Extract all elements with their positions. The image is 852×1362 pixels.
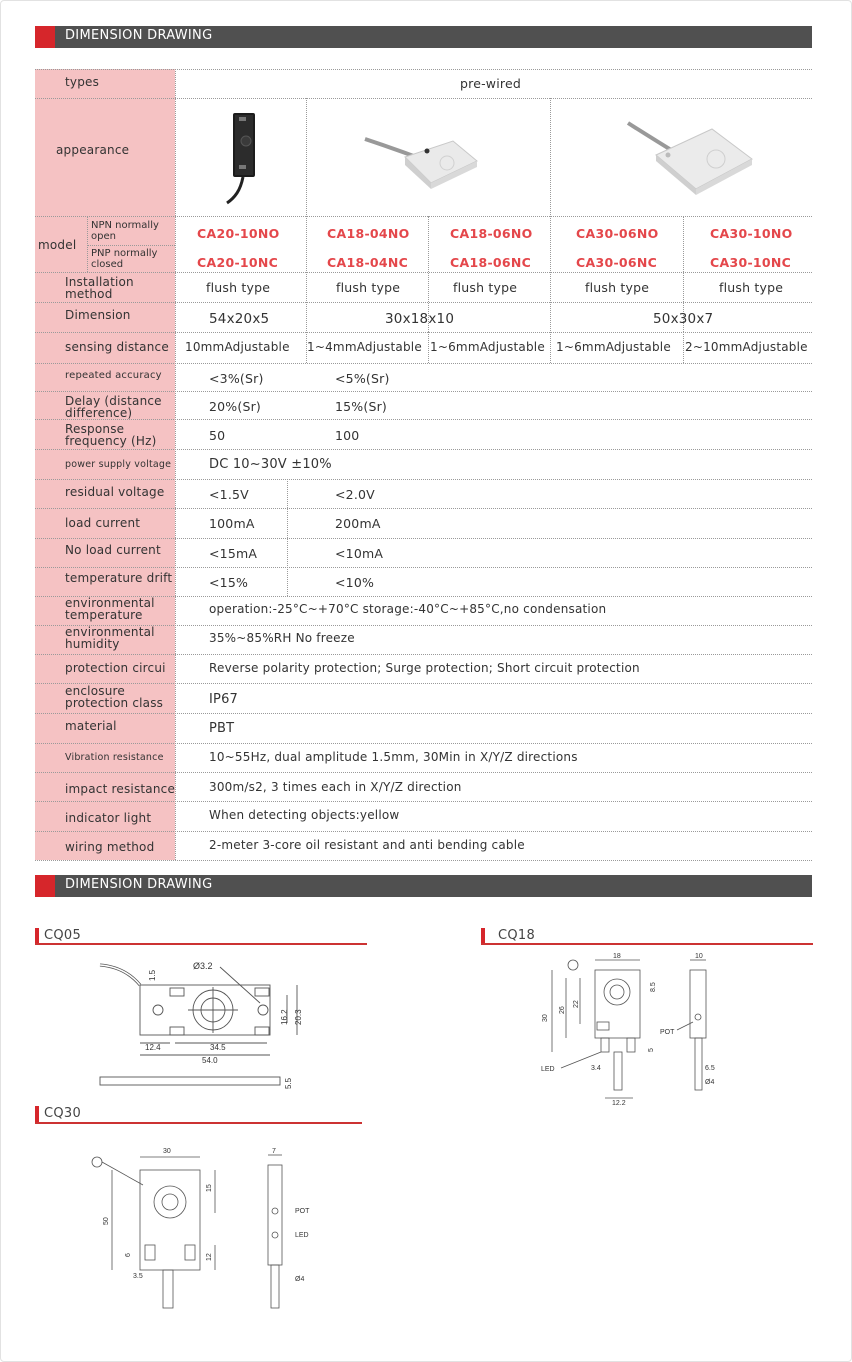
- section-title: DIMENSION DRAWING: [65, 877, 213, 892]
- section-header-top: [35, 26, 812, 48]
- dim-label: 6.5: [705, 1065, 715, 1072]
- leader-pot: [677, 1022, 693, 1030]
- model-npn-2: CA18-04NO: [327, 226, 410, 241]
- cable-inner: [100, 965, 140, 985]
- load-value-2: 200mA: [335, 516, 381, 531]
- model-npn-5: CA30-10NO: [710, 226, 793, 241]
- dim-label: 15: [206, 1184, 213, 1192]
- drawing-rule: [35, 943, 367, 945]
- sensor-face-inner: [610, 985, 624, 999]
- dim-label: 5: [648, 1048, 655, 1052]
- row-divider: [35, 216, 812, 217]
- mount-hole-top: [239, 117, 246, 121]
- drawing-title-cq05: CQ05: [44, 928, 82, 943]
- load-label: load current: [65, 516, 141, 530]
- model-label: model: [38, 238, 77, 252]
- model-npn-3: CA18-06NO: [450, 226, 533, 241]
- model-npn-4: CA30-06NO: [576, 226, 659, 241]
- sensing-value-2: 1~4mmAdjustable: [307, 340, 422, 354]
- section-marker: [35, 875, 55, 897]
- led-window: [597, 1022, 609, 1030]
- noload-value-1: <15mA: [209, 546, 258, 561]
- dim-label: 20.3: [294, 1009, 303, 1025]
- vibration-label: Vibration resistance: [65, 752, 164, 763]
- response-value-2: 100: [335, 428, 360, 443]
- indicator-label: indicator light: [65, 811, 152, 825]
- dimension-value-2: 30x18x10: [385, 311, 455, 327]
- protection-label: protection circui: [65, 661, 166, 675]
- dim-label: 22: [573, 1000, 580, 1008]
- row-divider: [35, 743, 812, 744]
- drawing-rule: [35, 1122, 362, 1124]
- row-divider: [35, 683, 812, 684]
- dim-label: 7: [272, 1148, 276, 1155]
- drawing-rule: [481, 943, 813, 945]
- pot-label: POT: [660, 1029, 675, 1036]
- col-divider: [550, 98, 551, 363]
- sensing-value-5: 2~10mmAdjustable: [685, 340, 808, 354]
- row-divider: [35, 538, 812, 539]
- col-divider: [87, 216, 88, 272]
- model-pnp-2: CA18-04NC: [327, 255, 409, 270]
- dim-label: 3.4: [591, 1065, 601, 1072]
- residual-label: residual voltage: [65, 485, 165, 499]
- dim-label: 12.2: [612, 1100, 626, 1107]
- dim-label: 30: [163, 1148, 171, 1155]
- section-title: DIMENSION DRAWING: [65, 28, 213, 43]
- pot-label: POT: [295, 1208, 310, 1215]
- response-label: Response frequency (Hz): [65, 422, 157, 448]
- row-divider: [87, 245, 175, 246]
- sensor-face-outer: [604, 979, 630, 1005]
- noload-value-2: <10mA: [335, 546, 384, 561]
- material-label: material: [65, 719, 117, 733]
- dim-label: Ø4: [705, 1079, 715, 1086]
- power-label: power supply voltage: [65, 459, 172, 470]
- led-label: LED: [541, 1066, 555, 1073]
- dim-label: 12: [206, 1253, 213, 1261]
- model-npn-1: CA20-10NO: [197, 226, 280, 241]
- install-value-3: flush type: [453, 280, 518, 295]
- wiring-label: wiring method: [65, 840, 155, 854]
- spec-table: [35, 69, 812, 860]
- sensor-body: [405, 141, 477, 183]
- dim-label: 1.5: [148, 969, 157, 981]
- cable: [227, 177, 243, 203]
- appearance-label: appearance: [56, 143, 130, 157]
- row-divider: [35, 831, 812, 832]
- drift-value-1: <15%: [209, 575, 249, 590]
- types-label: types: [65, 75, 100, 89]
- install-label: Installation method: [65, 275, 134, 301]
- cable-exit: [614, 1052, 622, 1090]
- mount-hole: [666, 153, 671, 158]
- row-divider: [35, 479, 812, 480]
- sensor-body: [140, 1170, 200, 1270]
- cable: [628, 123, 676, 153]
- sensing-label: sensing distance: [65, 340, 169, 354]
- delay-label: Delay (distance difference): [65, 394, 162, 420]
- impact-label: impact resistance: [65, 782, 176, 796]
- side-view: [100, 1077, 280, 1085]
- envtemp-value: operation:-25°C~+70°C storage:-40°C~+85°C,no condensation: [209, 602, 607, 616]
- drift-value-2: <10%: [335, 575, 375, 590]
- model-pnp-5: CA30-10NC: [710, 255, 792, 270]
- mount-slot-left: [601, 1038, 609, 1052]
- drawing-marker: [481, 928, 485, 944]
- mount-tab-bl: [170, 1027, 184, 1035]
- row-divider: [35, 391, 812, 392]
- dim-label: 12.4: [145, 1043, 161, 1052]
- indicator: [425, 149, 430, 154]
- dim-label: 30: [542, 1014, 549, 1022]
- hole-right: [258, 1005, 268, 1015]
- dim-label: Ø4: [295, 1276, 305, 1283]
- product-image-ca20: [195, 107, 295, 207]
- sensor-face-outer: [154, 1186, 186, 1218]
- row-divider: [35, 302, 812, 303]
- enclosure-label: enclosure protection class: [65, 684, 164, 710]
- mount-slot-right: [627, 1038, 635, 1052]
- row-divider: [35, 713, 812, 714]
- dimension-value-1: 54x20x5: [209, 311, 270, 327]
- dim-label: 54.0: [202, 1056, 218, 1065]
- row-divider: [35, 654, 812, 655]
- cable-exit: [163, 1270, 173, 1308]
- dimension-value-3: 50x30x7: [653, 311, 714, 327]
- side-cable: [695, 1038, 702, 1090]
- residual-value-1: <1.5V: [209, 487, 249, 502]
- col-divider: [306, 98, 307, 363]
- sensing-value-4: 1~6mmAdjustable: [556, 340, 671, 354]
- model-pnp-3: CA18-06NC: [450, 255, 532, 270]
- side-view-body: [690, 970, 706, 1038]
- install-value-5: flush type: [719, 280, 784, 295]
- drawing-cq18: [535, 950, 735, 1110]
- enclosure-value: IP67: [209, 692, 239, 707]
- drawing-marker: [35, 1106, 39, 1122]
- row-divider: [35, 449, 812, 450]
- install-value-1: flush type: [206, 280, 271, 295]
- row-divider: [35, 801, 812, 802]
- row-divider: [35, 419, 812, 420]
- protection-value: Reverse polarity protection; Surge protection; Short circuit protection: [209, 661, 640, 675]
- dim-label: 50: [103, 1217, 110, 1225]
- mount-tab-br: [255, 1027, 269, 1035]
- row-divider: [35, 567, 812, 568]
- dim-label: Ø3.2: [193, 961, 213, 971]
- install-value-2: flush type: [336, 280, 401, 295]
- col-divider: [287, 479, 288, 596]
- repeat-label: repeated accuracy: [65, 370, 162, 381]
- mount-tab-tr: [255, 988, 269, 996]
- side-pot: [695, 1014, 701, 1020]
- row-divider: [35, 772, 812, 773]
- sensing-value-1: 10mmAdjustable: [185, 340, 290, 354]
- product-image-ca18: [335, 119, 495, 199]
- wiring-value: 2-meter 3-core oil resistant and anti bending cable: [209, 838, 525, 852]
- col-divider: [175, 69, 176, 860]
- section-header-bottom: [35, 875, 812, 897]
- mount-hole-bottom: [239, 165, 246, 169]
- envtemp-label: environmental temperature: [65, 596, 155, 622]
- noload-label: No load current: [65, 543, 161, 557]
- vibration-value: 10~55Hz, dual amplitude 1.5mm, 30Min in X/Y/Z directions: [209, 750, 578, 764]
- dim-label: 6: [125, 1253, 132, 1257]
- col-divider: [428, 332, 429, 363]
- dim-label: 16.2: [280, 1009, 289, 1025]
- repeat-value-2: <5%(Sr): [335, 371, 390, 386]
- row-divider: [35, 508, 812, 509]
- material-value: PBT: [209, 721, 235, 736]
- pot-icon: [92, 1157, 102, 1167]
- dim-label: 10: [695, 953, 703, 960]
- sensor-body: [595, 970, 640, 1038]
- indicator-value: When detecting objects:yellow: [209, 808, 400, 822]
- mount-slot-left: [145, 1245, 155, 1260]
- led-label: LED: [295, 1232, 309, 1239]
- model-pnp-1: CA20-10NC: [197, 255, 279, 270]
- drawing-title-cq30: CQ30: [44, 1106, 82, 1121]
- model-pnp-4: CA30-06NC: [576, 255, 658, 270]
- dim-label: 5.5: [284, 1077, 293, 1089]
- leader: [102, 1162, 143, 1185]
- dim-label: 18: [613, 953, 621, 960]
- row-divider: [35, 363, 812, 364]
- dim-label: 26: [559, 1006, 566, 1014]
- repeat-value-1: <3%(Sr): [209, 371, 264, 386]
- sensor-face-inner: [162, 1194, 178, 1210]
- side-pot: [272, 1208, 278, 1214]
- install-value-4: flush type: [585, 280, 650, 295]
- pnp-label: PNP normally closed: [91, 248, 158, 270]
- types-value: pre-wired: [460, 76, 521, 91]
- npn-label: NPN normally open: [91, 220, 159, 242]
- sensor-face: [241, 136, 251, 146]
- dim-label: 3.5: [133, 1273, 143, 1280]
- mount-tab-tl: [170, 988, 184, 996]
- dimension-label: Dimension: [65, 308, 131, 322]
- dim-label: 34.5: [210, 1043, 226, 1052]
- row-divider: [35, 860, 812, 861]
- impact-value: 300m/s2, 3 times each in X/Y/Z direction: [209, 780, 462, 794]
- sensor-body: [656, 129, 752, 189]
- response-value-1: 50: [209, 428, 226, 443]
- side-cable: [271, 1265, 279, 1308]
- row-divider: [35, 69, 812, 70]
- drawing-cq05: [95, 955, 305, 1095]
- row-divider: [35, 332, 812, 333]
- pot-icon: [568, 960, 578, 970]
- mount-slot-right: [185, 1245, 195, 1260]
- drift-label: temperature drift: [65, 571, 173, 585]
- hole-left: [153, 1005, 163, 1015]
- col-divider: [683, 332, 684, 363]
- power-value: DC 10~30V ±10%: [209, 457, 332, 472]
- side-view-body: [268, 1165, 282, 1265]
- load-value-1: 100mA: [209, 516, 255, 531]
- cable: [100, 965, 140, 985]
- drawing-title-cq18: CQ18: [498, 928, 536, 943]
- row-divider: [35, 98, 812, 99]
- delay-value-2: 15%(Sr): [335, 399, 388, 414]
- delay-value-1: 20%(Sr): [209, 399, 262, 414]
- residual-value-2: <2.0V: [335, 487, 375, 502]
- dim-label: 8.5: [650, 982, 657, 992]
- side-led: [272, 1232, 278, 1238]
- humidity-value: 35%~85%RH No freeze: [209, 631, 355, 645]
- drawing-cq30: [85, 1145, 335, 1320]
- humidity-label: environmental humidity: [65, 625, 155, 651]
- row-divider: [35, 272, 812, 273]
- sensing-value-3: 1~6mmAdjustable: [430, 340, 545, 354]
- product-image-ca30: [620, 111, 790, 206]
- section-marker: [35, 26, 55, 48]
- drawing-marker: [35, 928, 39, 944]
